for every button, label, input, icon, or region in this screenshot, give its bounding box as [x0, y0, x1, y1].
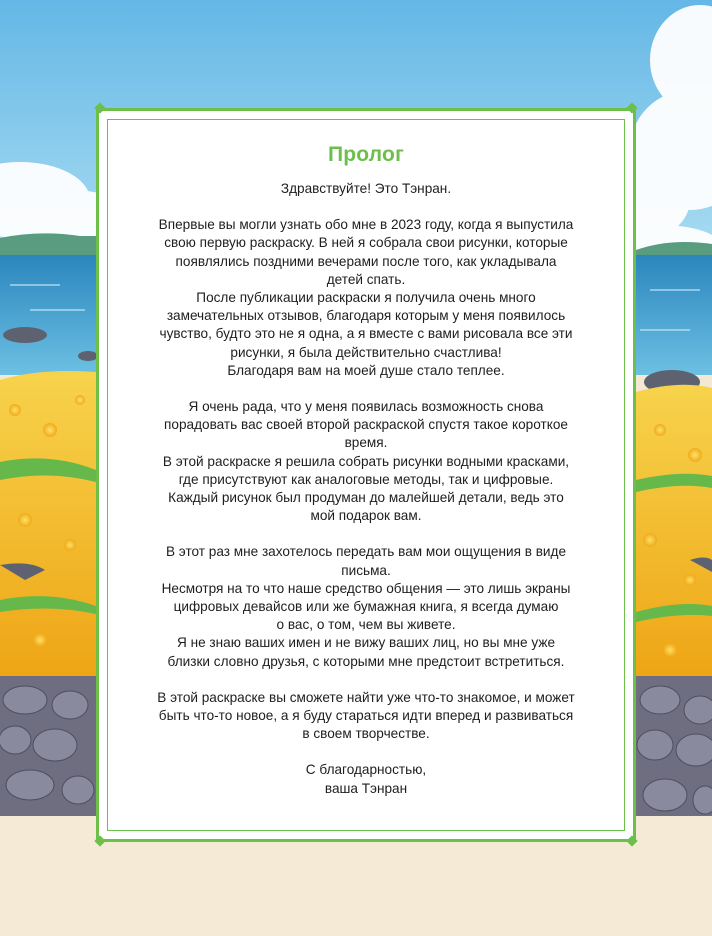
paragraph-1: [118, 216, 614, 380]
text-line: Впервые вы могли узнать обо мне в 2023 году, когда я выпустила: [158, 217, 574, 233]
text-line: Благодаря вам на моей душе стало теплее.: [227, 362, 505, 378]
text-line: В этой раскраске вы сможете найти уже что-то знакомое, и может: [157, 689, 575, 705]
text-line: свою первую раскраску. В ней я собрала свои рисунки, которые: [164, 235, 568, 251]
text-line: детей спать.: [326, 271, 406, 287]
text-line: Я очень рада, что у меня появилась возможность снова: [188, 399, 544, 415]
text-line: рисунки, я была действительно счастлива!: [230, 344, 502, 360]
text-line: После публикации раскраски я получила очень много: [196, 290, 536, 306]
rock-left: [3, 327, 47, 343]
text-line: Я не знаю ваших имен и не вижу ваших лиц, но вы мне уже: [176, 635, 556, 651]
letter-content: [118, 140, 614, 820]
text-line: чувство, будто это не я одна, а я вместе с вами рисовала все эти: [159, 326, 573, 342]
text-line: Несмотря на то что наше средство общения — это лишь экраны: [161, 580, 571, 596]
flower-field: [0, 371, 96, 690]
text-line: мой подарок вам.: [310, 508, 422, 524]
text-line: в своем творчестве.: [302, 726, 430, 742]
text-line: появлялись поздними вечерами после того, как укладывала: [175, 253, 557, 269]
text-line: цифровых девайсов или же бумажная книга, я всегда думаю: [173, 599, 559, 615]
paragraph-4: [118, 689, 614, 744]
paragraph-3: [118, 543, 614, 670]
text-line: В этот раз мне захотелось передать вам мои ощущения в виде: [165, 544, 567, 560]
text-line: замечательных отзывов, благодаря которым у меня появилось: [166, 308, 566, 324]
paragraph-2: [118, 398, 614, 525]
page-title: Пролог: [327, 143, 405, 166]
greeting: Здравствуйте! Это Тэнран.: [280, 181, 452, 196]
signature-line: С благодарностью,: [305, 762, 427, 778]
signature-line: ваша Тэнран: [324, 780, 408, 796]
text-line: где присутствуют как аналоговые методы, так и цифровые.: [178, 471, 554, 487]
text-line: В этой раскраске я решила собрать рисунки водными красками,: [162, 453, 570, 469]
text-line: время.: [344, 435, 388, 451]
signature: [118, 761, 614, 797]
text-line: письма.: [341, 562, 391, 578]
text-line: порадовать вас своей второй раскраской спустя такое короткое: [164, 417, 568, 433]
text-line: о вас, о том, чем вы живете.: [276, 617, 456, 633]
text-line: близки словно друзья, с которыми мне предстоит встретиться.: [167, 653, 565, 669]
text-line: быть что-то новое, а я буду стараться идти вперед и развиваться: [158, 708, 574, 724]
text-line: Каждый рисунок был продуман до малейшей детали, ведь это: [168, 490, 564, 506]
